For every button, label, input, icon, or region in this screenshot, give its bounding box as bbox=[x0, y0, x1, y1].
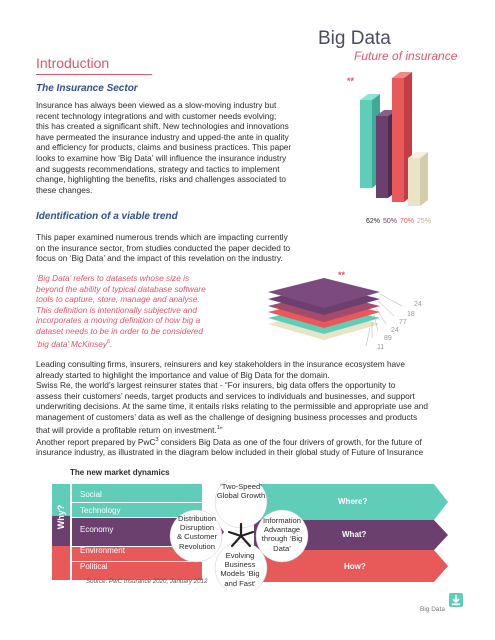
download-icon bbox=[448, 592, 464, 608]
text-line: Global Growth bbox=[216, 491, 266, 501]
text-line: tools to capture, store, manage and analyse. bbox=[36, 294, 200, 305]
text-line: ‘Big Data’ refers to datasets whose size is bbox=[36, 273, 190, 283]
bar-red-front bbox=[392, 78, 404, 202]
footer-label: Big Data bbox=[420, 606, 445, 613]
bar-label-25: 25% bbox=[417, 218, 432, 225]
text-line: and suggests recommendations, strategy and tactics to implement bbox=[36, 163, 280, 174]
text-line: looks to examine how ‘Big Data’ will influence the insurance industry bbox=[36, 152, 287, 163]
text-line: Data’ bbox=[273, 543, 291, 553]
layer-number: 18 bbox=[407, 311, 415, 318]
layer-number: 24 bbox=[414, 301, 422, 308]
text-line: Evolving bbox=[225, 551, 255, 560]
text-line: Information bbox=[263, 516, 301, 525]
row-label-social: Social bbox=[80, 490, 102, 499]
arrow-label-how: How? bbox=[344, 562, 366, 571]
bar-beige-front bbox=[408, 158, 420, 206]
text-line: management of customers’ data as well as the challenge of designing business processes and products bbox=[36, 411, 418, 422]
leader-line bbox=[378, 301, 394, 316]
row-label-economy: Economy bbox=[80, 525, 114, 534]
heading-insurance-sector: The Insurance Sector bbox=[36, 83, 138, 94]
layers-figure-stars: ** bbox=[338, 270, 346, 280]
layer-number: 24 bbox=[391, 327, 399, 334]
text-line: This paper examined numerous trends which are impacting currently bbox=[36, 232, 288, 242]
text-line: incorporates a moving definition of how big a bbox=[36, 315, 201, 326]
row-label-political: Political bbox=[80, 562, 108, 571]
text-line: assess their customers’ needs, target products and services to individuals and businesses, and support bbox=[36, 390, 415, 401]
paragraph-industry-views bbox=[36, 359, 460, 458]
bar-teal-front bbox=[360, 100, 372, 188]
text-line bbox=[36, 337, 262, 349]
row-label-environment: Environment bbox=[80, 546, 125, 555]
text-line: Distribution bbox=[178, 514, 216, 523]
text-line: underwriting decisions. At the same time, it entails risks relating to the permissible and appropriate use and bbox=[36, 401, 428, 412]
quote-end: . bbox=[110, 338, 113, 349]
text-line: Revolution bbox=[179, 541, 215, 551]
bar-label-62: 62% bbox=[366, 218, 381, 225]
leader-line bbox=[376, 308, 386, 324]
text-line: and Fast’ bbox=[224, 578, 256, 588]
why-label: Why? bbox=[56, 504, 66, 530]
footnote-ref-3: 3 bbox=[155, 436, 159, 443]
text-line: change, highlighting the benefits, risks and challenges associated to bbox=[36, 174, 286, 185]
text-line: beyond the ability of typical database software bbox=[36, 283, 206, 294]
row-label-technology: Technology bbox=[80, 506, 121, 515]
text-fragment: Another report prepared by PwC bbox=[36, 436, 156, 447]
section-title-underline bbox=[36, 74, 152, 75]
big-data-definition-quote bbox=[36, 273, 262, 349]
arrow-label-where: Where? bbox=[338, 497, 368, 506]
diagram-title: The new market dynamics bbox=[70, 468, 170, 477]
text-line: ‘Two-Speed’ bbox=[220, 482, 262, 491]
layers-illustration bbox=[262, 270, 422, 360]
paragraph-insurance-sector bbox=[36, 100, 322, 195]
bar-label-70: 70% bbox=[400, 218, 415, 225]
text-line: recent technology integrations and with customer needs evolving; bbox=[36, 110, 277, 121]
paragraph-viable-trend bbox=[36, 232, 336, 264]
text-line: have permeated the insurance industry and upped-the ante in quality bbox=[36, 131, 289, 142]
text-line: and efficiency for products, claims and business practices. This paper bbox=[36, 142, 292, 153]
text-line: & Customer bbox=[176, 532, 218, 542]
text-line: This definition is intentionally subjective and bbox=[36, 304, 197, 315]
text-fragment: ” bbox=[219, 424, 223, 435]
leader-line bbox=[366, 328, 370, 346]
text-line: Disruption bbox=[179, 523, 215, 533]
document-subtitle: Future of insurance bbox=[354, 49, 458, 63]
text-line: through ‘Big bbox=[261, 534, 303, 544]
bar-purple-front bbox=[376, 116, 388, 198]
diagram-source: Source: PwC Insurance 2020, January 2012 bbox=[86, 578, 208, 585]
center-text-information-advantage bbox=[245, 516, 319, 553]
section-title: Introduction bbox=[36, 55, 110, 71]
heading-viable-trend: Identification of a viable trend bbox=[36, 211, 178, 222]
arrow-label-what: What? bbox=[342, 530, 367, 539]
layer-number: 77 bbox=[399, 319, 407, 326]
text-line: this has created a significant shift. New technologies and innovations bbox=[36, 121, 289, 132]
text-line: Advantage bbox=[263, 525, 301, 535]
text-line: Leading consulting firms, insurers, reinsurers and key stakeholders in the insurance ecosystem have bbox=[36, 359, 405, 369]
text-line bbox=[36, 435, 460, 447]
text-line: these changes. bbox=[36, 184, 93, 195]
text-line: Insurance has always been viewed as a slow-moving industry but bbox=[36, 100, 277, 110]
text-line bbox=[36, 423, 460, 435]
text-line: on the insurance sector, from studies conducted the paper decided to bbox=[36, 242, 291, 253]
bar-illustration bbox=[330, 60, 460, 210]
layer-number: 89 bbox=[384, 335, 392, 342]
text-line: Models ‘Big bbox=[220, 569, 260, 579]
text-line: dataset needs to be in order to be considered bbox=[36, 325, 203, 336]
document-title: Big Data bbox=[318, 28, 391, 49]
center-text-two-speed-growth bbox=[201, 482, 281, 500]
footnote-ref-1: 1 bbox=[216, 424, 220, 431]
text-line: Business bbox=[224, 560, 256, 570]
center-text-evolving-models bbox=[203, 551, 277, 588]
bar-label-50: 50% bbox=[383, 218, 398, 225]
bar-beige-side bbox=[420, 152, 428, 206]
leader-line bbox=[380, 294, 402, 306]
text-fragment: considers Big Data as one of the four drivers of growth, for the future of bbox=[158, 436, 422, 447]
quote-last-line: ‘big data’ McKinsey bbox=[36, 338, 108, 349]
text-line: already started to highlight the importance and value of Big Data for the domain. bbox=[36, 369, 330, 380]
text-line: Swiss Re, the world’s largest reinsurer states that - “For insurers, big data offers the opportunity to bbox=[36, 380, 396, 391]
text-line: focus on ‘Big Data’ and the impact of this revelation on the industry. bbox=[36, 253, 283, 264]
bar-figure-stars: ** bbox=[347, 76, 355, 86]
layer-number: 11 bbox=[377, 344, 385, 351]
footnote-ref-6: 6 bbox=[107, 338, 111, 345]
text-line: insurance industry, as illustrated in the diagram below included in their global study of Future of Insurance bbox=[36, 447, 424, 458]
center-text-distribution bbox=[161, 514, 233, 551]
text-fragment: that will provide a profitable return on investment. bbox=[36, 424, 217, 435]
